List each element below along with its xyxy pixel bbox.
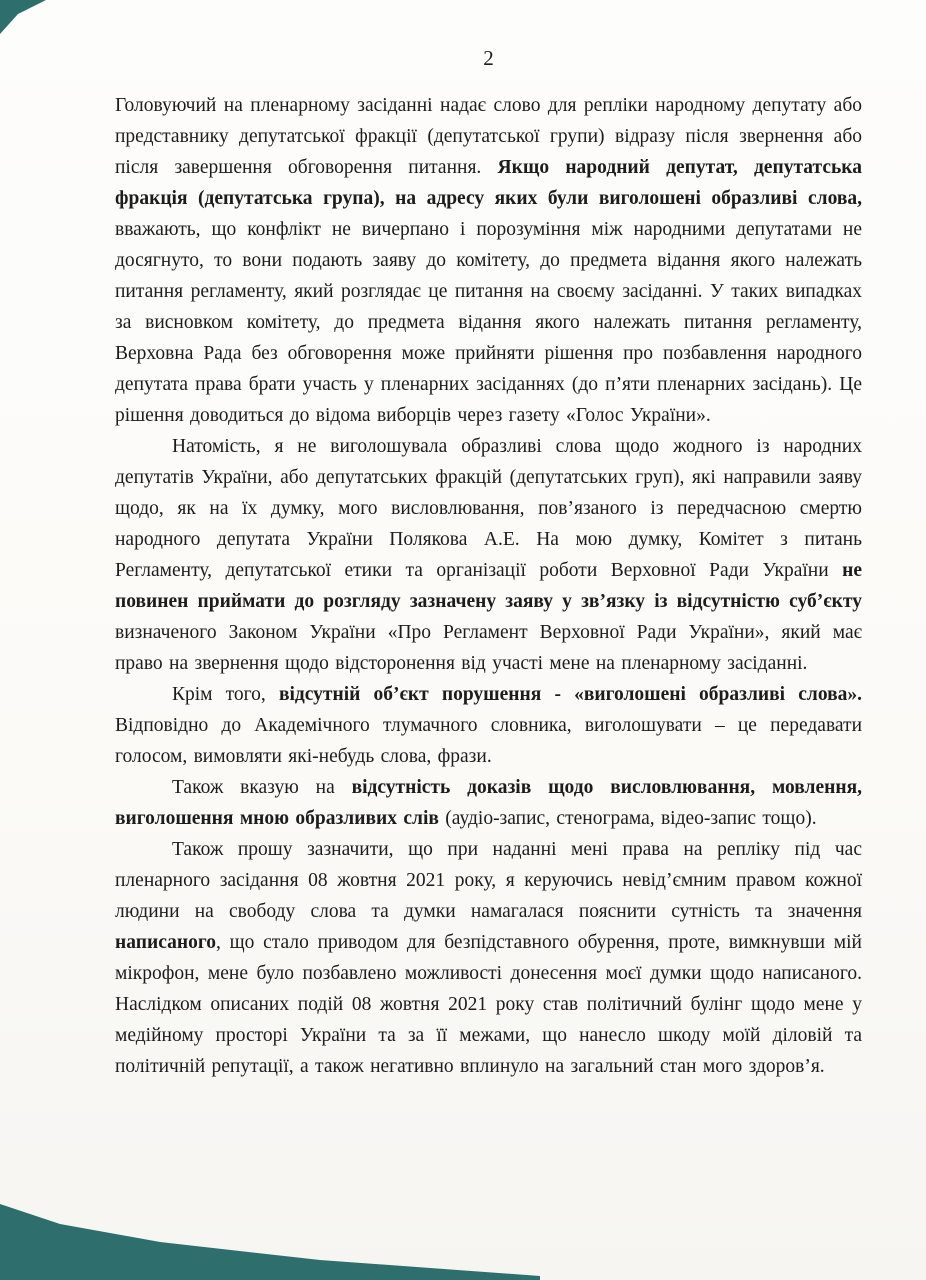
text-run: Крім того, — [172, 684, 279, 705]
text-run: Головуючий на пленарному засіданні надає слово для репліки народному депутату або представнику депутатської фракції (депутатської групи) відразу після звернення або після завершення обговорення питання. — [115, 95, 862, 178]
text-run: Також прошу зазначити, що при наданні мені права на репліку під час пленарного засідання 08 жовтня 2021 року, я керуючись невід’ємним правом кожної людини на свободу слова та думки намагалася пояснити сутність та значення — [115, 839, 862, 922]
paragraph-4 — [115, 772, 862, 834]
paragraph-2 — [115, 431, 862, 679]
paragraph-1 — [115, 90, 862, 431]
text-run: , що стало приводом для безпідставного обурення, проте, вимкнувши мій мікрофон, мене було позбавлено можливості донесення моєї думки щодо написаного. Наслідком описаних подій 08 жовтня 2021 року став політичний булінг щодо мене у медійному просторі України та за її межами, що нанесло шкоду моїй діловій та політичній репутації, а також негативно вплинуло на загальний стан мого здоров’я. — [115, 932, 862, 1077]
text-run-bold: Якщо народний депутат, депутатська фракція (депутатська група), на адресу яких були виголошені образливі слова, — [115, 157, 862, 209]
text-run-bold: відсутній об’єкт порушення - «виголошені образливі слова». — [278, 684, 862, 705]
text-run: визначеного Законом України «Про Регламент Верховної Ради України», який має право на звернення щодо відсторонення від участі мене на пленарному засіданні. — [115, 622, 862, 674]
text-run-bold: написаного — [115, 932, 216, 953]
text-run: вважають, що конфлікт не вичерпано і порозуміння між народними депутатами не досягнуто, то вони подають заяву до комітету, до предмета відання якого належать питання регламенту, який розглядає це питання на своєму засіданні. У таких випадках за висновком комітету, до предмета відання якого належать питання регламенту, Верховна Рада без обговорення може прийняти рішення про позбавлення народного депутата права брати участь у пленарних засіданнях (до п’яти пленарних засідань). Це рішення доводиться до відома виборців через газету «Голос України». — [115, 219, 862, 426]
text-run-bold: відсутність доказів щодо висловлювання, мовлення, виголошення мною образливих слів — [115, 777, 862, 829]
document-content — [115, 90, 862, 1082]
photo-background-corner-top-left — [0, 0, 60, 42]
paragraph-3 — [115, 679, 862, 772]
text-run: Відповідно до Академічного тлумачного словника, виголошувати – це передавати голосом, вимовляти які-небудь слова, фрази. — [115, 715, 862, 767]
page-number: 2 — [483, 46, 494, 70]
photo-background-corner-bottom-left — [0, 1180, 560, 1280]
text-run: (аудіо-запис, стенограма, відео-запис тощо). — [445, 808, 817, 829]
text-run: Також вказую на — [172, 777, 352, 798]
text-run: Натомість, я не виголошувала образливі слова щодо жодного із народних депутатів України, або депутатських фракцій (депутатських груп), які направили заяву щодо, як на їх думку, мого висловлювання, пов’язаного із передчасною смертю народного депутата України Полякова А.Е. На мою думку, Комітет з питань Регламенту, депутатської етики та організації роботи Верховної Ради України — [115, 436, 862, 581]
paragraph-5 — [115, 834, 862, 1082]
text-run-bold: не повинен приймати до розгляду зазначену заяву у зв’язку із відсутністю суб’єкту — [115, 560, 862, 612]
